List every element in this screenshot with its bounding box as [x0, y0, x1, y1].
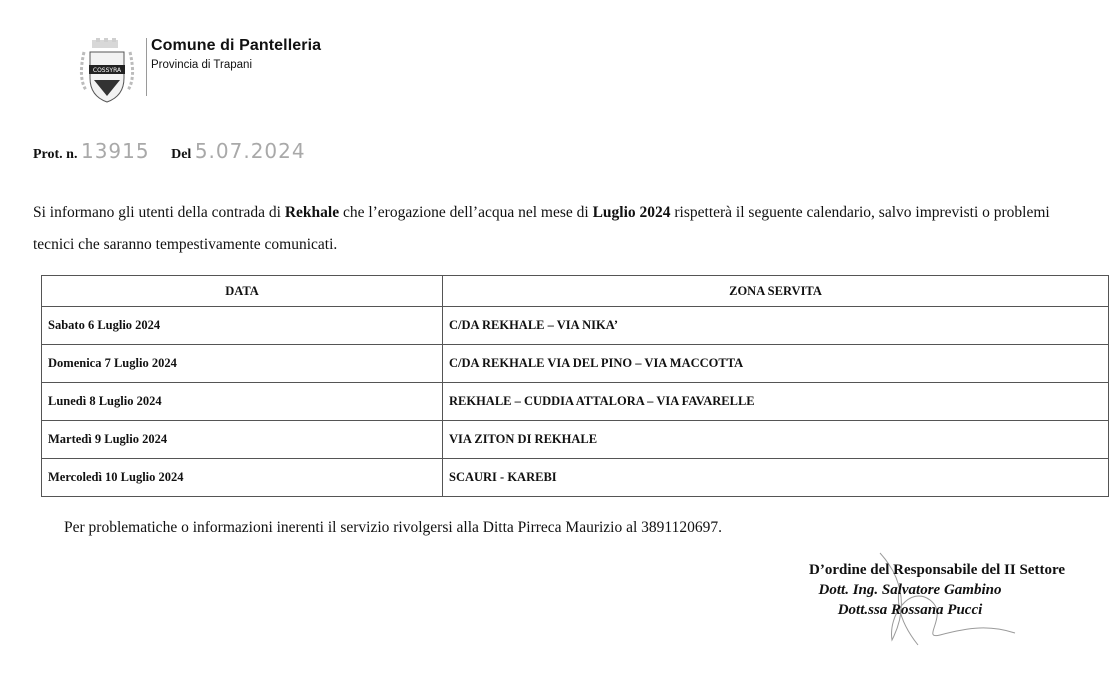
- table-row: [42, 383, 1109, 421]
- month-name: Luglio 2024: [592, 204, 671, 221]
- protocol-date-handwritten: 5.07.2024: [194, 139, 306, 163]
- table-row: [42, 459, 1109, 497]
- protocol-line: [33, 139, 306, 163]
- date-cell: Lunedì 8 Luglio 2024: [42, 383, 443, 421]
- zone-cell: VIA ZITON DI REKHALE: [443, 421, 1109, 459]
- zone-cell: SCAURI - KAREBI: [443, 459, 1109, 497]
- table-row: [42, 307, 1109, 345]
- signatory-engineer: Dott. Ing. Salvatore Gambino: [818, 582, 1002, 598]
- date-label: Del: [171, 147, 192, 162]
- contrada-name: Rekhale: [284, 204, 340, 221]
- date-cell: Mercoledì 10 Luglio 2024: [42, 459, 443, 497]
- contact-note: Per problematiche o informazioni inerenti il servizio rivolgersi alla Ditta Pirreca Maurizio al 3891120697.: [64, 519, 722, 536]
- signature-block: [745, 560, 1075, 620]
- zone-cell: C/DA REKHALE VIA DEL PINO – VIA MACCOTTA: [443, 345, 1109, 383]
- zone-cell: C/DA REKHALE – VIA NIKA’: [443, 307, 1109, 345]
- province-name: Provincia di Trapani: [151, 59, 252, 71]
- svg-text:COSSYRA: COSSYRA: [92, 67, 122, 74]
- signatory-doctor: Dott.ssa Rossana Pucci: [837, 602, 983, 618]
- column-header-zone: ZONA SERVITA: [443, 276, 1109, 307]
- header-divider: [146, 38, 147, 96]
- date-cell: Martedì 9 Luglio 2024: [42, 421, 443, 459]
- protocol-number-handwritten: 13915: [80, 139, 150, 163]
- table-header-row: [42, 276, 1109, 307]
- column-header-date: DATA: [42, 276, 443, 307]
- protocol-label: Prot. n.: [33, 147, 78, 162]
- date-cell: Domenica 7 Luglio 2024: [42, 345, 443, 383]
- table-row: [42, 345, 1109, 383]
- signature-title: D’ordine del Responsabile del II Settore: [809, 562, 1065, 578]
- intro-paragraph: Si informano gli utenti della contrada di Rekhale che l’erogazione dell’acqua nel mese di Luglio 2024 rispetterà il seguente calendario, salvo imprevisti o problemi tecnici che saranno tempestivamente comunicati.: [33, 204, 1050, 253]
- table-row: [42, 421, 1109, 459]
- water-schedule-table: [41, 275, 1109, 497]
- municipality-name: Comune di Pantelleria: [151, 37, 322, 54]
- municipality-crest-logo: [76, 38, 138, 104]
- zone-cell: REKHALE – CUDDIA ATTALORA – VIA FAVARELLE: [443, 383, 1109, 421]
- date-cell: Sabato 6 Luglio 2024: [42, 307, 443, 345]
